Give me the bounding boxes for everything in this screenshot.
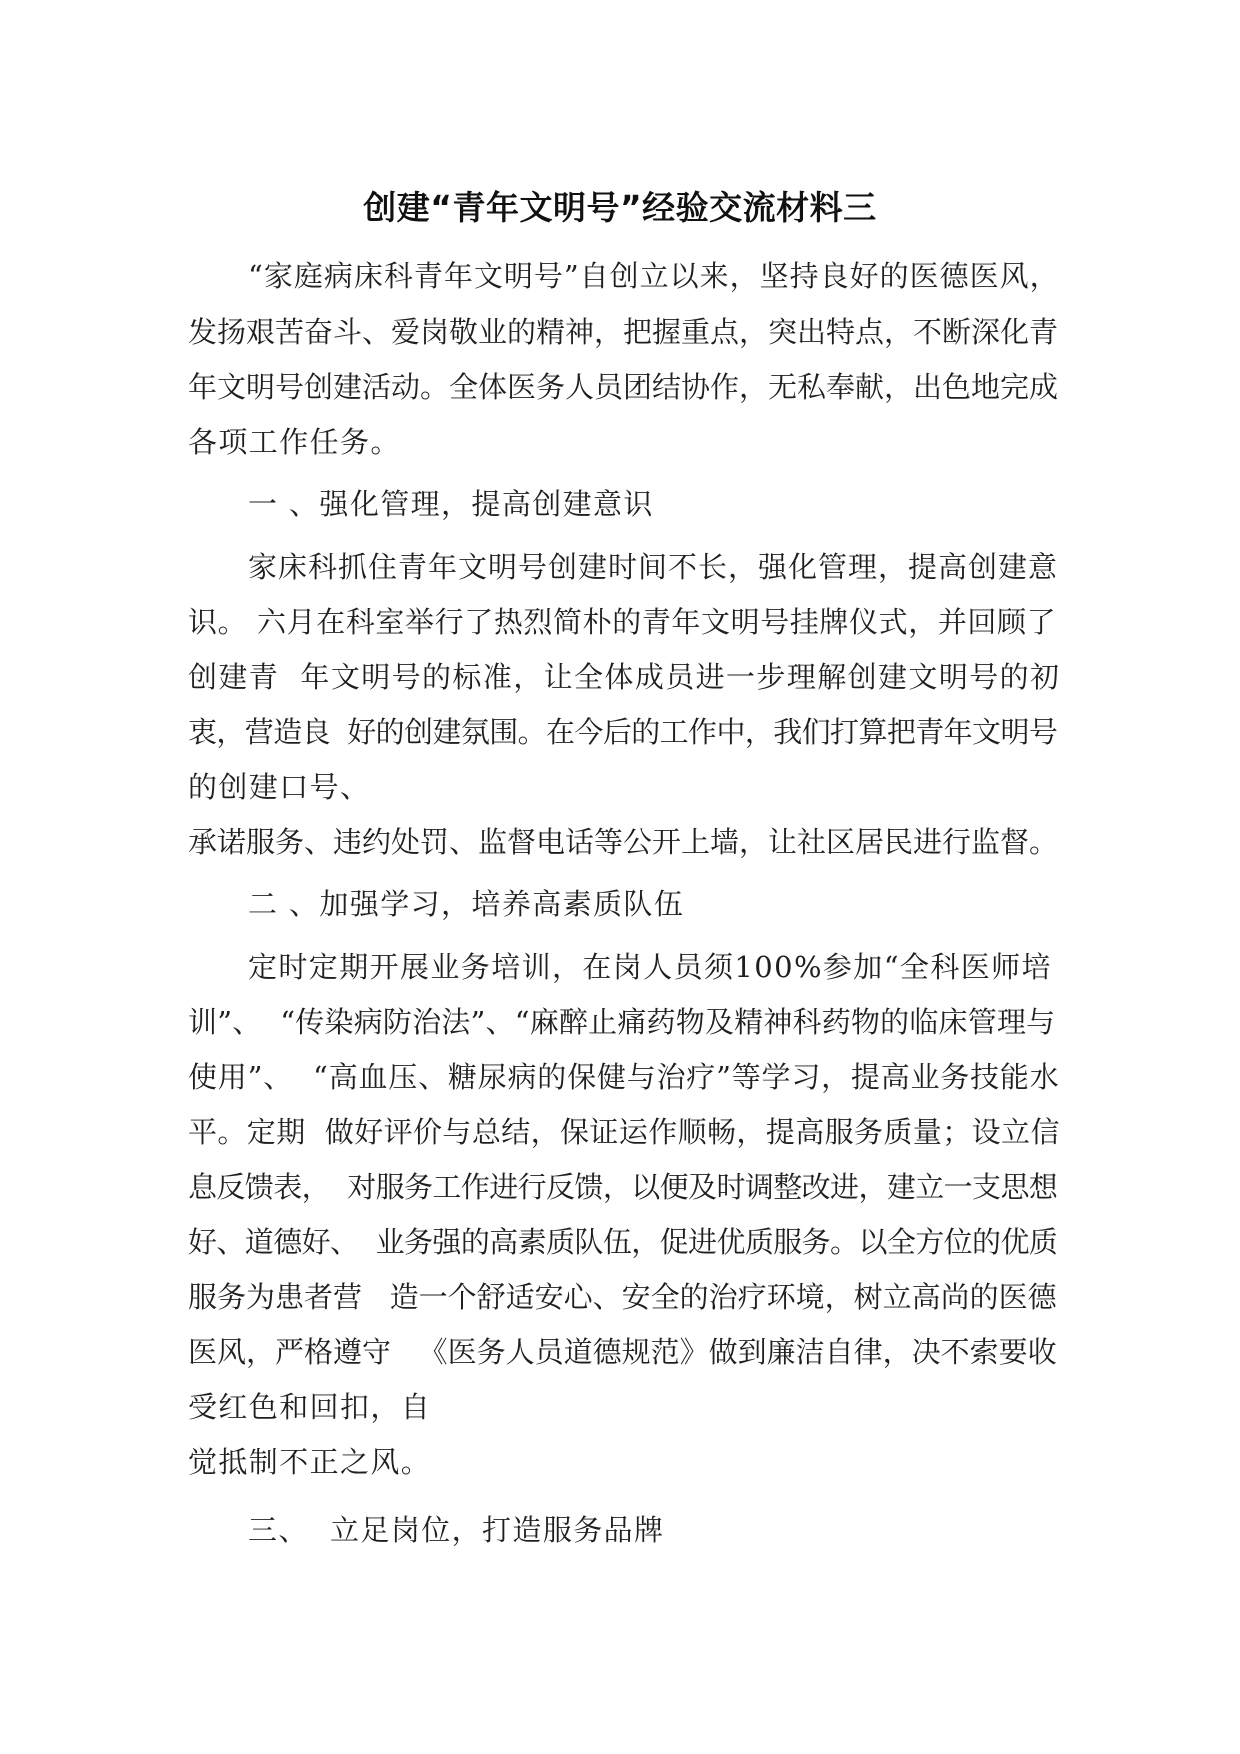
paragraph-line: 训”、 “传染病防治法”、“麻醉止痛药物及精神科药物的临床管理与 <box>188 1005 1056 1039</box>
paragraph-line: 各项工作任务。 <box>188 425 401 459</box>
paragraph-line: 受红色和回扣，自 <box>188 1390 432 1424</box>
paragraph-line: 好、道德好、 业务强的高素质队伍，促进优质服务。以全方位的优质 <box>188 1225 1058 1259</box>
section-heading: 三、 立足岗位，打造服务品牌 <box>248 1513 665 1547</box>
paragraph-line: 家床科抓住青年文明号创建时间不长，强化管理，提高创建意 <box>248 550 1059 584</box>
paragraph-line: 识。 六月在科室举行了热烈简朴的青年文明号挂牌仪式，并回顾了 <box>188 605 1057 639</box>
paragraph-line: 服务为患者营 造一个舒适安心、安全的治疗环境，树立高尚的医德 <box>188 1280 1057 1314</box>
paragraph-line: 医风，严格遵守 《医务人员道德规范》做到廉洁自律，决不索要收 <box>188 1335 1057 1369</box>
paragraph-line: “家庭病床科青年文明号”自创立以来，坚持良好的医德医风， <box>248 259 1060 293</box>
paragraph-line: 衷，营造良 好的创建氛围。在今后的工作中，我们打算把青年文明号 <box>188 715 1058 749</box>
paragraph-line: 的创建口号、 <box>188 770 371 804</box>
paragraph-line: 创建青 年文明号的标准，让全体成员进一步理解创建文明号的初 <box>188 660 1061 694</box>
document-title: 创建“青年文明号”经验交流材料三 <box>363 188 877 227</box>
section-heading: 一 、强化管理，提高创建意识 <box>248 487 654 521</box>
paragraph-line: 定时定期开展业务培训，在岗人员须100%参加“全科医师培 <box>248 950 1052 984</box>
paragraph-line: 平。定期 做好评价与总结，保证运作顺畅，提高服务质量；设立信 <box>188 1115 1060 1149</box>
paragraph-line: 息反馈表， 对服务工作进行反馈，以便及时调整改进，建立一支思想 <box>188 1170 1058 1204</box>
section-heading: 二 、加强学习，培养高素质队伍 <box>248 887 685 921</box>
paragraph-line: 觉抵制不正之风。 <box>188 1445 432 1479</box>
paragraph-line: 承诺服务、违约处罚、监督电话等公开上墙，让社区居民进行监督。 <box>188 825 1059 859</box>
paragraph-line: 使用”、 “高血压、糖尿病的保健与治疗”等学习，提高业务技能水 <box>188 1060 1060 1094</box>
paragraph-line: 发扬艰苦奋斗、爱岗敬业的精神，把握重点，突出特点，不断深化青 <box>188 315 1059 349</box>
paragraph-line: 年文明号创建活动。全体医务人员团结协作，无私奉献，出色地完成 <box>188 370 1059 404</box>
